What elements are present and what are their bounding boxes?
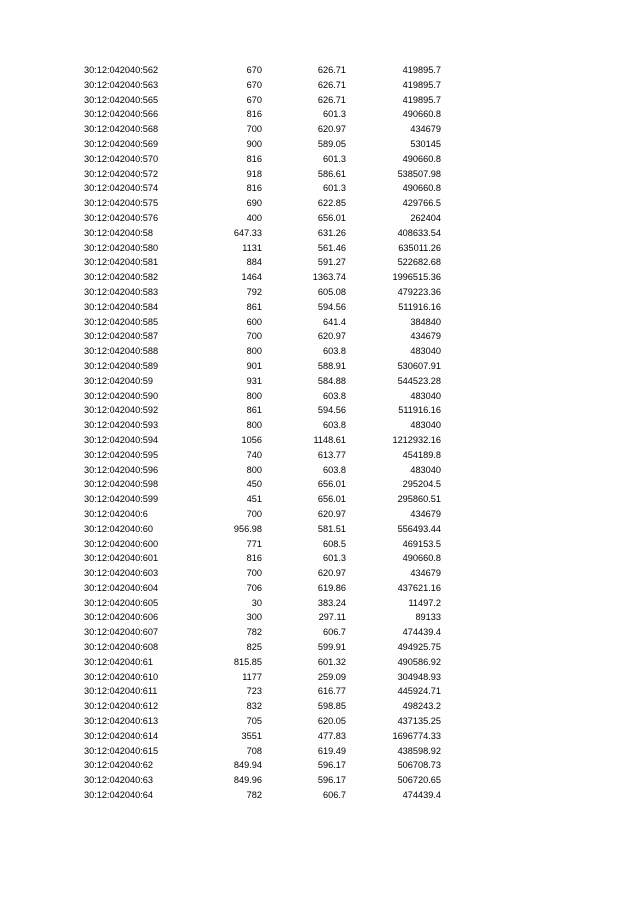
rate-cell: 601.3 xyxy=(323,109,346,120)
cadastral-number-cell: 30:12:042040:594 xyxy=(84,434,159,445)
rate-cell: 594.56 xyxy=(317,301,346,312)
cadastral-number-cell: 30:12:042040:62 xyxy=(84,760,153,771)
table-row xyxy=(84,507,444,522)
area-cell: 816 xyxy=(246,153,262,164)
area-cell: 670 xyxy=(246,94,262,105)
table-row xyxy=(84,492,444,507)
cadastral-number-cell: 30:12:042040:569 xyxy=(84,138,159,149)
area-cell: 723 xyxy=(246,686,262,697)
table-row xyxy=(84,344,444,359)
area-cell: 670 xyxy=(246,65,262,75)
table-row xyxy=(84,433,444,448)
rate-cell: 656.01 xyxy=(317,212,346,223)
cadastral-number-cell: 30:12:042040:615 xyxy=(84,745,159,756)
area-cell: 3551 xyxy=(241,730,262,741)
rate-cell: 601.3 xyxy=(323,553,346,564)
table-row xyxy=(84,107,444,122)
cadastral-number-cell: 30:12:042040:598 xyxy=(84,479,159,490)
cadastral-number-cell: 30:12:042040:582 xyxy=(84,272,159,283)
value-cell: 538507.98 xyxy=(397,168,441,179)
area-cell: 1177 xyxy=(242,671,262,682)
table-row xyxy=(84,581,444,596)
table-row xyxy=(84,181,444,196)
value-cell: 295204.5 xyxy=(402,479,441,490)
area-cell: 815.85 xyxy=(233,656,262,667)
area-cell: 647.33 xyxy=(233,227,262,238)
rate-cell: 561.46 xyxy=(317,242,346,253)
table-row xyxy=(84,773,444,788)
table-row xyxy=(84,566,444,581)
rate-cell: 596.17 xyxy=(317,760,346,771)
cadastral-number-cell: 30:12:042040:568 xyxy=(84,124,159,135)
area-cell: 782 xyxy=(246,627,262,638)
cadastral-number-cell: 30:12:042040:587 xyxy=(84,331,159,342)
cadastral-number-cell: 30:12:042040:614 xyxy=(84,730,159,741)
value-cell: 556493.44 xyxy=(397,523,441,534)
value-cell: 490660.8 xyxy=(402,153,441,164)
value-cell: 408633.54 xyxy=(397,227,441,238)
cadastral-number-cell: 30:12:042040:608 xyxy=(84,642,159,653)
table-row xyxy=(84,610,444,625)
value-cell: 429766.5 xyxy=(402,198,441,209)
rate-cell: 1363.74 xyxy=(312,272,346,283)
table-row xyxy=(84,625,444,640)
area-cell: 849.96 xyxy=(233,775,262,786)
table-row xyxy=(84,167,444,182)
rate-cell: 596.17 xyxy=(317,775,346,786)
rate-cell: 383.24 xyxy=(317,597,346,608)
value-cell: 474439.4 xyxy=(402,790,441,801)
table-row xyxy=(84,448,444,463)
table-row xyxy=(84,300,444,315)
rate-cell: 599.91 xyxy=(317,642,346,653)
area-cell: 816 xyxy=(246,109,262,120)
value-cell: 434679 xyxy=(410,124,441,135)
value-cell: 544523.28 xyxy=(397,375,441,386)
table-row xyxy=(84,699,444,714)
rate-cell: 608.5 xyxy=(323,538,346,549)
rate-cell: 1148.61 xyxy=(313,434,346,445)
table-row xyxy=(84,211,444,226)
value-cell: 1996515.36 xyxy=(392,272,441,283)
cadastral-number-cell: 30:12:042040:565 xyxy=(84,94,159,105)
cadastral-number-cell: 30:12:042040:576 xyxy=(84,212,159,223)
area-cell: 706 xyxy=(246,582,262,593)
cadastral-number-cell: 30:12:042040:600 xyxy=(84,538,159,549)
table-row xyxy=(84,758,444,773)
rate-cell: 598.85 xyxy=(317,701,346,712)
rate-cell: 581.51 xyxy=(317,523,346,534)
value-cell: 445924.71 xyxy=(397,686,441,697)
rate-cell: 594.56 xyxy=(317,405,346,416)
rate-cell: 605.08 xyxy=(317,286,346,297)
rate-cell: 613.77 xyxy=(317,449,346,460)
table-row xyxy=(84,78,444,93)
value-cell: 295860.51 xyxy=(397,494,441,505)
rate-cell: 589.05 xyxy=(317,138,346,149)
area-cell: 1464 xyxy=(241,272,262,283)
value-cell: 437135.25 xyxy=(397,716,441,727)
value-cell: 490660.8 xyxy=(402,553,441,564)
area-cell: 956.98 xyxy=(233,523,262,534)
cadastral-number-cell: 30:12:042040:570 xyxy=(84,153,159,164)
value-cell: 483040 xyxy=(410,420,441,431)
area-cell: 901 xyxy=(246,360,262,371)
cadastral-number-cell: 30:12:042040:58 xyxy=(84,227,153,238)
table-row xyxy=(84,255,444,270)
table-row xyxy=(84,655,444,670)
table-row xyxy=(84,374,444,389)
value-cell: 490660.8 xyxy=(402,109,441,120)
rate-cell: 601.3 xyxy=(323,153,346,164)
table-row xyxy=(84,596,444,611)
area-cell: 931 xyxy=(246,375,262,386)
area-cell: 800 xyxy=(246,420,262,431)
area-cell: 792 xyxy=(246,286,262,297)
table-row xyxy=(84,329,444,344)
area-cell: 700 xyxy=(246,331,262,342)
area-cell: 400 xyxy=(246,212,262,223)
cadastral-number-cell: 30:12:042040:563 xyxy=(84,79,159,90)
area-cell: 816 xyxy=(246,183,262,194)
table-row xyxy=(84,122,444,137)
cadastral-number-cell: 30:12:042040:572 xyxy=(84,168,159,179)
table-row xyxy=(84,788,444,803)
area-cell: 861 xyxy=(246,301,262,312)
cadastral-number-cell: 30:12:042040:607 xyxy=(84,627,159,638)
value-cell: 483040 xyxy=(410,464,441,475)
cadastral-number-cell: 30:12:042040:604 xyxy=(84,582,159,593)
rate-cell: 586.61 xyxy=(317,168,346,179)
cadastral-number-cell: 30:12:042040:599 xyxy=(84,494,159,505)
cadastral-number-cell: 30:12:042040:583 xyxy=(84,286,159,297)
table-row xyxy=(84,285,444,300)
table-row xyxy=(84,463,444,478)
rate-cell: 626.71 xyxy=(317,65,346,75)
area-cell: 700 xyxy=(246,508,262,519)
area-cell: 600 xyxy=(246,316,262,327)
value-cell: 511916.16 xyxy=(398,405,441,416)
area-cell: 700 xyxy=(246,568,262,579)
area-cell: 900 xyxy=(246,138,262,149)
value-cell: 419895.7 xyxy=(402,94,441,105)
rate-cell: 606.7 xyxy=(323,627,346,638)
area-cell: 700 xyxy=(246,124,262,135)
cadastral-number-cell: 30:12:042040:59 xyxy=(84,375,153,386)
area-cell: 832 xyxy=(246,701,262,712)
cadastral-number-cell: 30:12:042040:612 xyxy=(84,701,159,712)
rate-cell: 603.8 xyxy=(323,390,346,401)
table-row xyxy=(84,137,444,152)
cadastral-number-cell: 30:12:042040:63 xyxy=(84,775,153,786)
rate-cell: 616.77 xyxy=(317,686,346,697)
rate-cell: 626.71 xyxy=(317,79,346,90)
cadastral-number-cell: 30:12:042040:588 xyxy=(84,346,159,357)
area-cell: 849.94 xyxy=(233,760,262,771)
cadastral-number-cell: 30:12:042040:603 xyxy=(84,568,159,579)
cadastral-number-cell: 30:12:042040:61 xyxy=(84,656,153,667)
table-row xyxy=(84,403,444,418)
rate-cell: 620.05 xyxy=(317,716,346,727)
rate-cell: 619.49 xyxy=(317,745,346,756)
table-row xyxy=(84,537,444,552)
area-cell: 670 xyxy=(246,79,262,90)
table-row xyxy=(84,670,444,685)
rate-cell: 259.09 xyxy=(317,671,346,682)
data-table xyxy=(84,63,444,803)
table-row xyxy=(84,241,444,256)
value-cell: 483040 xyxy=(410,390,441,401)
table-row xyxy=(84,270,444,285)
value-cell: 384840 xyxy=(410,316,441,327)
table-row xyxy=(84,226,444,241)
cadastral-number-cell: 30:12:042040:562 xyxy=(84,65,159,75)
table-row xyxy=(84,477,444,492)
area-cell: 816 xyxy=(246,553,262,564)
cadastral-number-cell: 30:12:042040:605 xyxy=(84,597,159,608)
value-cell: 494925.75 xyxy=(397,642,441,653)
value-cell: 483040 xyxy=(410,346,441,357)
cadastral-number-cell: 30:12:042040:606 xyxy=(84,612,159,623)
rate-cell: 622.85 xyxy=(317,198,346,209)
area-cell: 800 xyxy=(246,346,262,357)
rate-cell: 603.8 xyxy=(323,420,346,431)
rate-cell: 620.97 xyxy=(317,568,346,579)
value-cell: 474439.4 xyxy=(402,627,441,638)
value-cell: 498243.2 xyxy=(402,701,441,712)
value-cell: 530145 xyxy=(410,138,441,149)
table-row xyxy=(84,744,444,759)
value-cell: 635011.26 xyxy=(398,242,441,253)
cadastral-number-cell: 30:12:042040:64 xyxy=(84,790,153,801)
rate-cell: 606.7 xyxy=(323,790,346,801)
rate-cell: 591.27 xyxy=(317,257,346,268)
rate-cell: 626.71 xyxy=(317,94,346,105)
cadastral-number-cell: 30:12:042040:580 xyxy=(84,242,159,253)
rate-cell: 619.86 xyxy=(317,582,346,593)
area-cell: 740 xyxy=(246,449,262,460)
cadastral-number-cell: 30:12:042040:60 xyxy=(84,523,153,534)
cadastral-number-cell: 30:12:042040:590 xyxy=(84,390,159,401)
table-row xyxy=(84,684,444,699)
value-cell: 11497.2 xyxy=(408,597,441,608)
area-cell: 918 xyxy=(246,168,262,179)
table-row xyxy=(84,93,444,108)
area-cell: 861 xyxy=(246,405,262,416)
value-cell: 1696774.33 xyxy=(392,730,441,741)
value-cell: 506720.65 xyxy=(397,775,441,786)
table-row xyxy=(84,63,444,78)
rate-cell: 641.4 xyxy=(323,316,346,327)
table-row xyxy=(84,551,444,566)
area-cell: 705 xyxy=(246,716,262,727)
cadastral-number-cell: 30:12:042040:589 xyxy=(84,360,159,371)
table-row xyxy=(84,640,444,655)
value-cell: 438598.92 xyxy=(397,745,441,756)
value-cell: 490660.8 xyxy=(402,183,441,194)
table-row xyxy=(84,522,444,537)
area-cell: 800 xyxy=(246,390,262,401)
rate-cell: 603.8 xyxy=(323,346,346,357)
cadastral-number-cell: 30:12:042040:613 xyxy=(84,716,159,727)
rate-cell: 601.3 xyxy=(323,183,346,194)
area-cell: 300 xyxy=(246,612,262,623)
table-row xyxy=(84,729,444,744)
value-cell: 419895.7 xyxy=(402,65,441,75)
table-row xyxy=(84,315,444,330)
rate-cell: 620.97 xyxy=(317,124,346,135)
area-cell: 884 xyxy=(246,257,262,268)
table-row xyxy=(84,418,444,433)
rate-cell: 620.97 xyxy=(317,508,346,519)
area-cell: 708 xyxy=(246,745,262,756)
cadastral-number-cell: 30:12:042040:585 xyxy=(84,316,159,327)
cadastral-number-cell: 30:12:042040:584 xyxy=(84,301,159,312)
cadastral-number-cell: 30:12:042040:595 xyxy=(84,449,159,460)
value-cell: 479223.36 xyxy=(397,286,441,297)
table-row xyxy=(84,714,444,729)
table-row xyxy=(84,359,444,374)
value-cell: 434679 xyxy=(410,508,441,519)
value-cell: 304948.93 xyxy=(397,671,441,682)
cadastral-number-cell: 30:12:042040:593 xyxy=(84,420,159,431)
value-cell: 530607.91 xyxy=(397,360,441,371)
value-cell: 262404 xyxy=(410,212,441,223)
cadastral-number-cell: 30:12:042040:601 xyxy=(84,553,159,564)
rate-cell: 588.91 xyxy=(317,360,346,371)
rate-cell: 477.83 xyxy=(317,730,346,741)
area-cell: 1131 xyxy=(242,242,262,253)
rate-cell: 603.8 xyxy=(323,464,346,475)
value-cell: 490586.92 xyxy=(397,656,441,667)
value-cell: 506708.73 xyxy=(397,760,441,771)
area-cell: 782 xyxy=(246,790,262,801)
area-cell: 30 xyxy=(251,597,262,608)
value-cell: 522682.68 xyxy=(397,257,441,268)
table-row xyxy=(84,196,444,211)
rate-cell: 656.01 xyxy=(317,494,346,505)
table-row xyxy=(84,389,444,404)
cadastral-number-cell: 30:12:042040:581 xyxy=(84,257,159,268)
cadastral-number-cell: 30:12:042040:592 xyxy=(84,405,159,416)
cadastral-number-cell: 30:12:042040:575 xyxy=(84,198,159,209)
cadastral-number-cell: 30:12:042040:611 xyxy=(84,686,158,697)
rate-cell: 584.88 xyxy=(317,375,346,386)
value-cell: 1212932.16 xyxy=(392,434,441,445)
area-cell: 450 xyxy=(246,479,262,490)
value-cell: 434679 xyxy=(410,568,441,579)
cadastral-number-cell: 30:12:042040:610 xyxy=(84,671,159,682)
value-cell: 469153.5 xyxy=(402,538,441,549)
area-cell: 771 xyxy=(246,538,262,549)
rate-cell: 656.01 xyxy=(317,479,346,490)
value-cell: 89133 xyxy=(415,612,441,623)
area-cell: 825 xyxy=(246,642,262,653)
cadastral-number-cell: 30:12:042040:574 xyxy=(84,183,159,194)
rate-cell: 631.26 xyxy=(317,227,346,238)
cadastral-number-cell: 30:12:042040:596 xyxy=(84,464,159,475)
value-cell: 454189.8 xyxy=(402,449,441,460)
rate-cell: 297.11 xyxy=(318,612,346,623)
area-cell: 1056 xyxy=(241,434,262,445)
cadastral-number-cell: 30:12:042040:566 xyxy=(84,109,159,120)
value-cell: 419895.7 xyxy=(402,79,441,90)
cadastral-number-cell: 30:12:042040:6 xyxy=(84,508,148,519)
table-row xyxy=(84,152,444,167)
area-cell: 451 xyxy=(246,494,262,505)
area-cell: 690 xyxy=(246,198,262,209)
value-cell: 434679 xyxy=(410,331,441,342)
rate-cell: 601.32 xyxy=(317,656,346,667)
rate-cell: 620.97 xyxy=(317,331,346,342)
value-cell: 511916.16 xyxy=(398,301,441,312)
value-cell: 437621.16 xyxy=(397,582,441,593)
area-cell: 800 xyxy=(246,464,262,475)
